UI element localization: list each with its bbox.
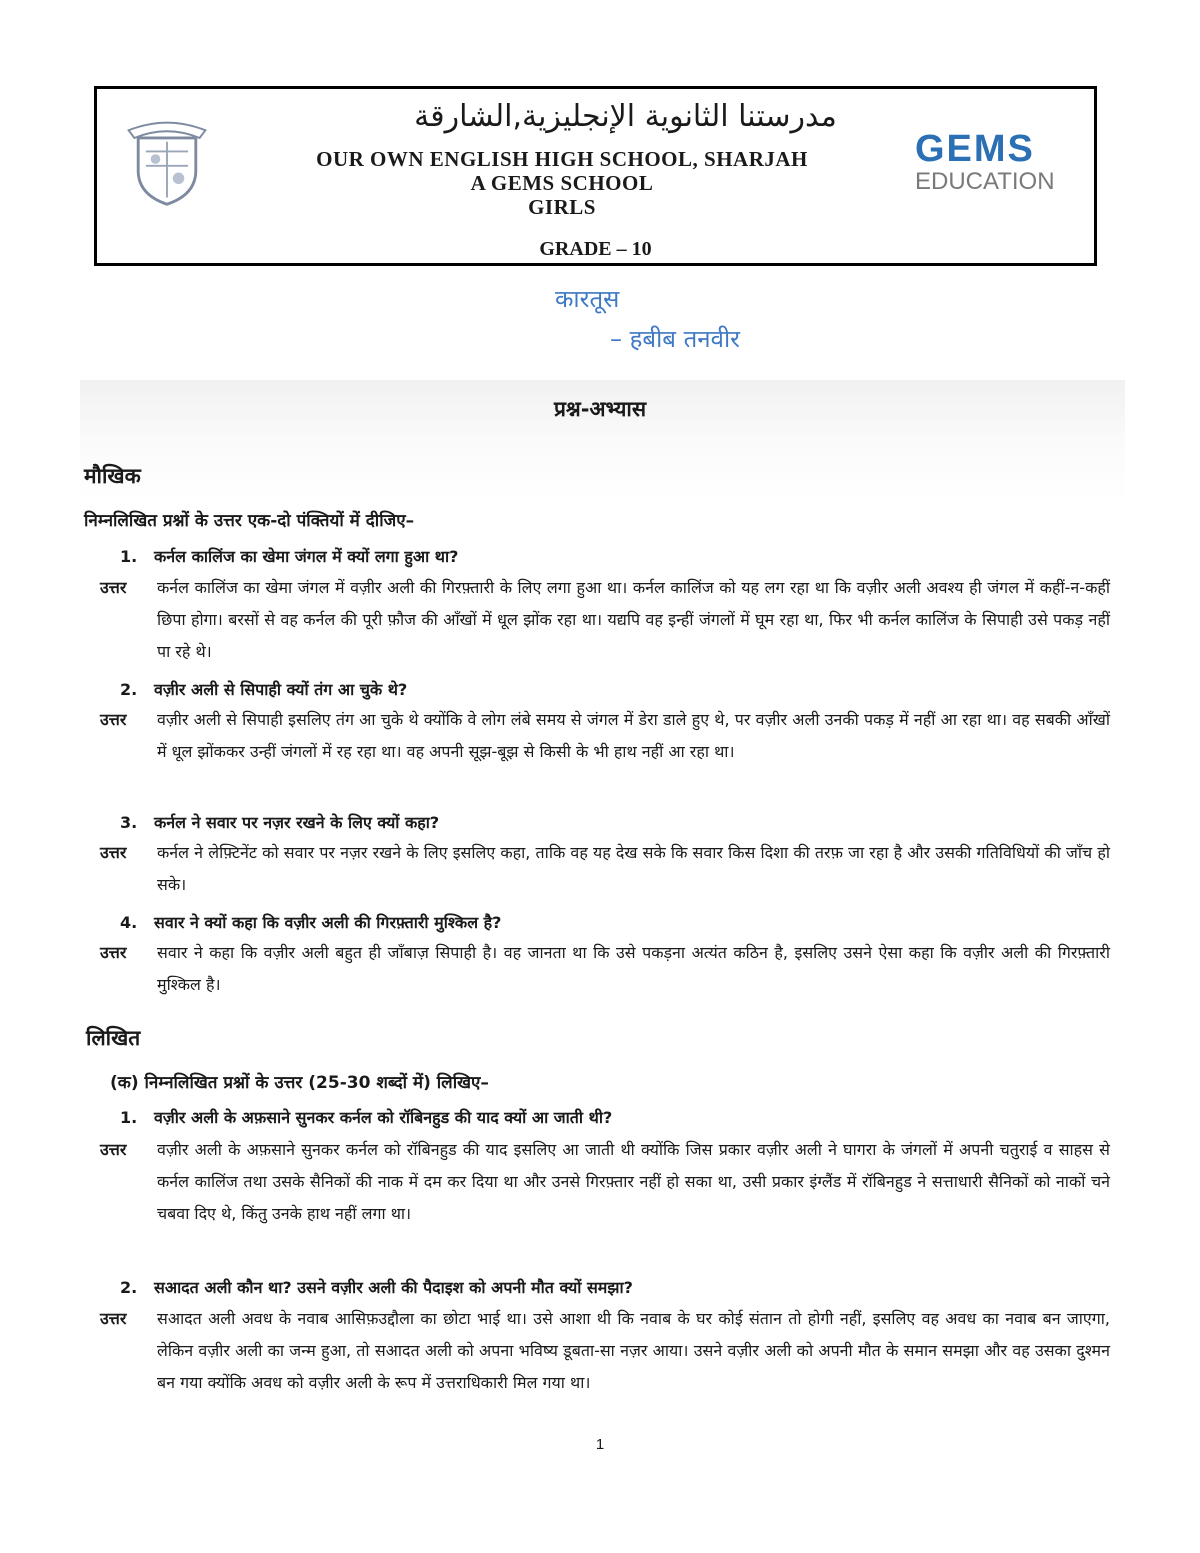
gems-education-logo	[915, 129, 1075, 195]
gems-logo-word: GEMS	[915, 128, 1035, 170]
lesson-title: कारतूस	[555, 285, 620, 313]
oral-answer-2: उत्तर वज़ीर अली से सिपाही इसलिए तंग आ चुके थे क्योंकि वे लोग लंबे समय से जंगल में डेरा डाले हुए थे, पर वज़ीर अली उनकी पकड़ में नहीं आ रहा था। वह सबकी आँखों में धूल झोंककर उन्हीं जंगलों में रह रहा था। वह अपनी सूझ-बूझ से किसी के भी हाथ नहीं आ रहा था।	[100, 710, 1110, 761]
written-heading: लिखित	[86, 1026, 141, 1050]
written-answer-2: उत्तर सआदत अली अवध के नवाब आसिफ़उद्दौला का छोटा भाई था। उसे आशा थी कि नवाब के घर कोई संतान तो होगी नहीं, इसलिए वह अवध का नवाब बन जाएगा, लेकिन वज़ीर अली का जन्म हुआ, तो सआदत अली को अपना भविष्य डूबता-सा नज़र आया। उसने वज़ीर अली को अपनी मौत के समान समझा और वह उसका दुश्मन बन गया क्योंकि अवध को वज़ीर अली के रूप में उत्तराधिकारी मिल गया था।	[100, 1309, 1110, 1392]
oral-question-3: 3. कर्नल ने सवार पर नज़र रखने के लिए क्यों कहा?	[120, 813, 440, 832]
oral-question-2: 2. वज़ीर अली से सिपाही क्यों तंग आ चुके थे?	[120, 680, 408, 699]
written-answer-1: उत्तर वज़ीर अली के अफ़साने सुनकर कर्नल को रॉबिनहुड की याद इसलिए आ जाती थी क्योंकि जिस प्रकार वज़ीर अली ने घागरा के जंगलों में अपनी चतुराई व साहस से कर्नल कालिंज तथा उसके सैनिकों की नाक में दम कर दिया था और उनसे गिरफ़्तार नहीं हो सका था, उसी प्रकार इंग्लैंड में रॉबिनहुड ने सत्ताधारी सैनिकों को नाकों चने चबवा दिए थे, किंतु उनके हाथ नहीं लगा था।	[100, 1140, 1110, 1223]
gems-logo-education: EDUCATION	[915, 168, 1055, 195]
school-name: OUR OWN ENGLISH HIGH SCHOOL, SHARJAH	[316, 147, 808, 171]
oral-answer-3: उत्तर कर्नल ने लेफ़्टिनेंट को सवार पर नज़र रखने के लिए इसलिए कहा, ताकि वह यह देख सके कि सवार किस दिशा की तरफ़ जा रहा है और उसकी गतिविधियों की जाँच हो सके।	[100, 843, 1110, 894]
page-number: 1	[595, 1436, 605, 1453]
written-question-1: 1. वज़ीर अली के अफ़साने सुनकर कर्नल को रॉबिनहुड की याद क्यों आ जाती थी?	[120, 1108, 613, 1127]
oral-instruction: निम्नलिखित प्रश्नों के उत्तर एक-दो पंक्तियों में दीजिए–	[84, 511, 415, 531]
arabic-school-name: مدرستنا الثانوية الإنجليزية,الشارقة	[414, 99, 837, 134]
written-question-2: 2. सआदत अली कौन था? उसने वज़ीर अली की पैदाइश को अपनी मौत क्यों समझा?	[120, 1278, 633, 1297]
school-subtitle: A GEMS SCHOOL	[470, 171, 654, 195]
section-heading: प्रश्न-अभ्यास	[553, 397, 647, 421]
lesson-author: – हबीब तनवीर	[610, 325, 741, 353]
written-instruction: (क) निम्नलिखित प्रश्नों के उत्तर (25-30 शब्दों में) लिखिए–	[110, 1073, 489, 1093]
school-header	[94, 86, 1097, 266]
oral-answer-1: उत्तर कर्नल कालिंज का खेमा जंगल में वज़ीर अली की गिरफ़्तारी के लिए लगा हुआ था। कर्नल कालिंज को यह लग रहा था कि वज़ीर अली अवश्य ही जंगल में कहीं-न-कहीं छिपा होगा। बरसों से वह कर्नल की पूरी फ़ौज की आँखों में धूल झोंक रहा था। यद्यपि वह इन्हीं जंगलों में घूम रहा था, फिर भी कर्नल कालिंज के सिपाही उसे पकड़ नहीं पा रहे थे।	[100, 578, 1110, 661]
oral-answer-4: उत्तर सवार ने कहा कि वज़ीर अली बहुत ही जाँबाज़ सिपाही है। वह जानता था कि उसे पकड़ना अत्यंत कठिन है, इसलिए उसने ऐसा कहा कि वज़ीर अली की गिरफ़्तारी मुश्किल है।	[100, 943, 1110, 994]
school-section: GIRLS	[528, 195, 596, 219]
grade-label: GRADE – 10	[539, 238, 652, 260]
oral-question-1: 1. कर्नल कालिंज का खेमा जंगल में क्यों लगा हुआ था?	[120, 547, 459, 566]
oral-question-4: 4. सवार ने क्यों कहा कि वज़ीर अली की गिरफ़्तारी मुश्किल है?	[120, 913, 502, 932]
oral-heading: मौखिक	[84, 464, 141, 488]
